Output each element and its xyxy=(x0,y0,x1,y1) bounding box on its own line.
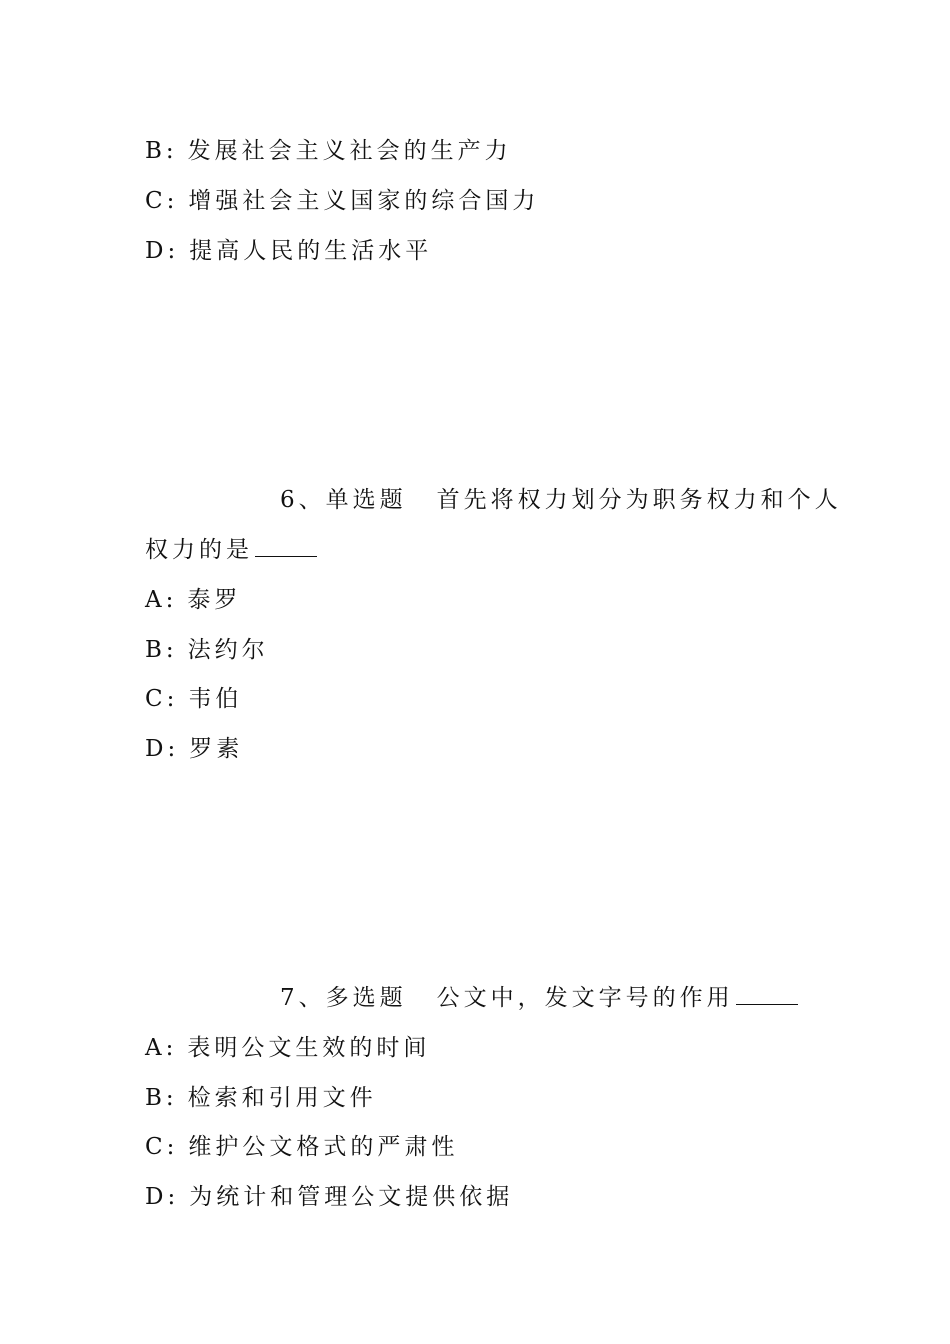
question-text: 首先将权力划分为职务权力和个人 xyxy=(436,487,842,513)
q6-option-b xyxy=(145,635,269,665)
answer-blank xyxy=(736,984,798,1005)
option-label: A: xyxy=(145,1035,178,1061)
question-number: 7、多选题 xyxy=(280,985,407,1011)
q7-option-d xyxy=(145,1182,513,1212)
option-text: 增强社会主义国家的综合国力 xyxy=(188,188,540,214)
option-text: 韦伯 xyxy=(188,686,243,712)
question-number: 6、单选题 xyxy=(280,487,407,513)
option-label: B: xyxy=(145,138,178,164)
option-label: D: xyxy=(145,1184,180,1210)
q5-option-d xyxy=(145,236,432,266)
q6-option-a xyxy=(145,585,241,615)
option-label: C: xyxy=(145,686,179,712)
option-text: 维护公文格式的严肃性 xyxy=(188,1134,459,1160)
option-label: D: xyxy=(145,736,180,762)
q7-stem xyxy=(280,983,798,1013)
option-label: C: xyxy=(145,188,179,214)
option-label: A: xyxy=(145,587,178,613)
question-text: 公文中，发文字号的作用 xyxy=(436,985,734,1011)
option-text: 检索和引用文件 xyxy=(187,1085,377,1111)
option-text: 罗素 xyxy=(189,736,244,762)
q6-stem xyxy=(280,485,842,515)
q6-stem-continued xyxy=(145,535,317,565)
option-label: B: xyxy=(145,1085,178,1111)
answer-blank xyxy=(255,536,317,557)
option-label: B: xyxy=(145,637,178,663)
option-text: 提高人民的生活水平 xyxy=(189,238,433,264)
option-text: 法约尔 xyxy=(187,637,269,663)
q6-option-c xyxy=(145,684,242,714)
option-text: 泰罗 xyxy=(187,587,242,613)
option-label: D: xyxy=(145,238,180,264)
option-text: 为统计和管理公文提供依据 xyxy=(189,1184,514,1210)
q5-option-b xyxy=(145,136,512,166)
option-label: C: xyxy=(145,1134,179,1160)
q7-option-c xyxy=(145,1132,458,1162)
q5-option-c xyxy=(145,186,539,216)
question-text: 权力的是 xyxy=(145,537,253,563)
q7-option-a xyxy=(145,1033,430,1063)
option-text: 发展社会主义社会的生产力 xyxy=(187,138,512,164)
q6-option-d xyxy=(145,734,243,764)
q7-option-b xyxy=(145,1083,377,1113)
option-text: 表明公文生效的时间 xyxy=(187,1035,431,1061)
